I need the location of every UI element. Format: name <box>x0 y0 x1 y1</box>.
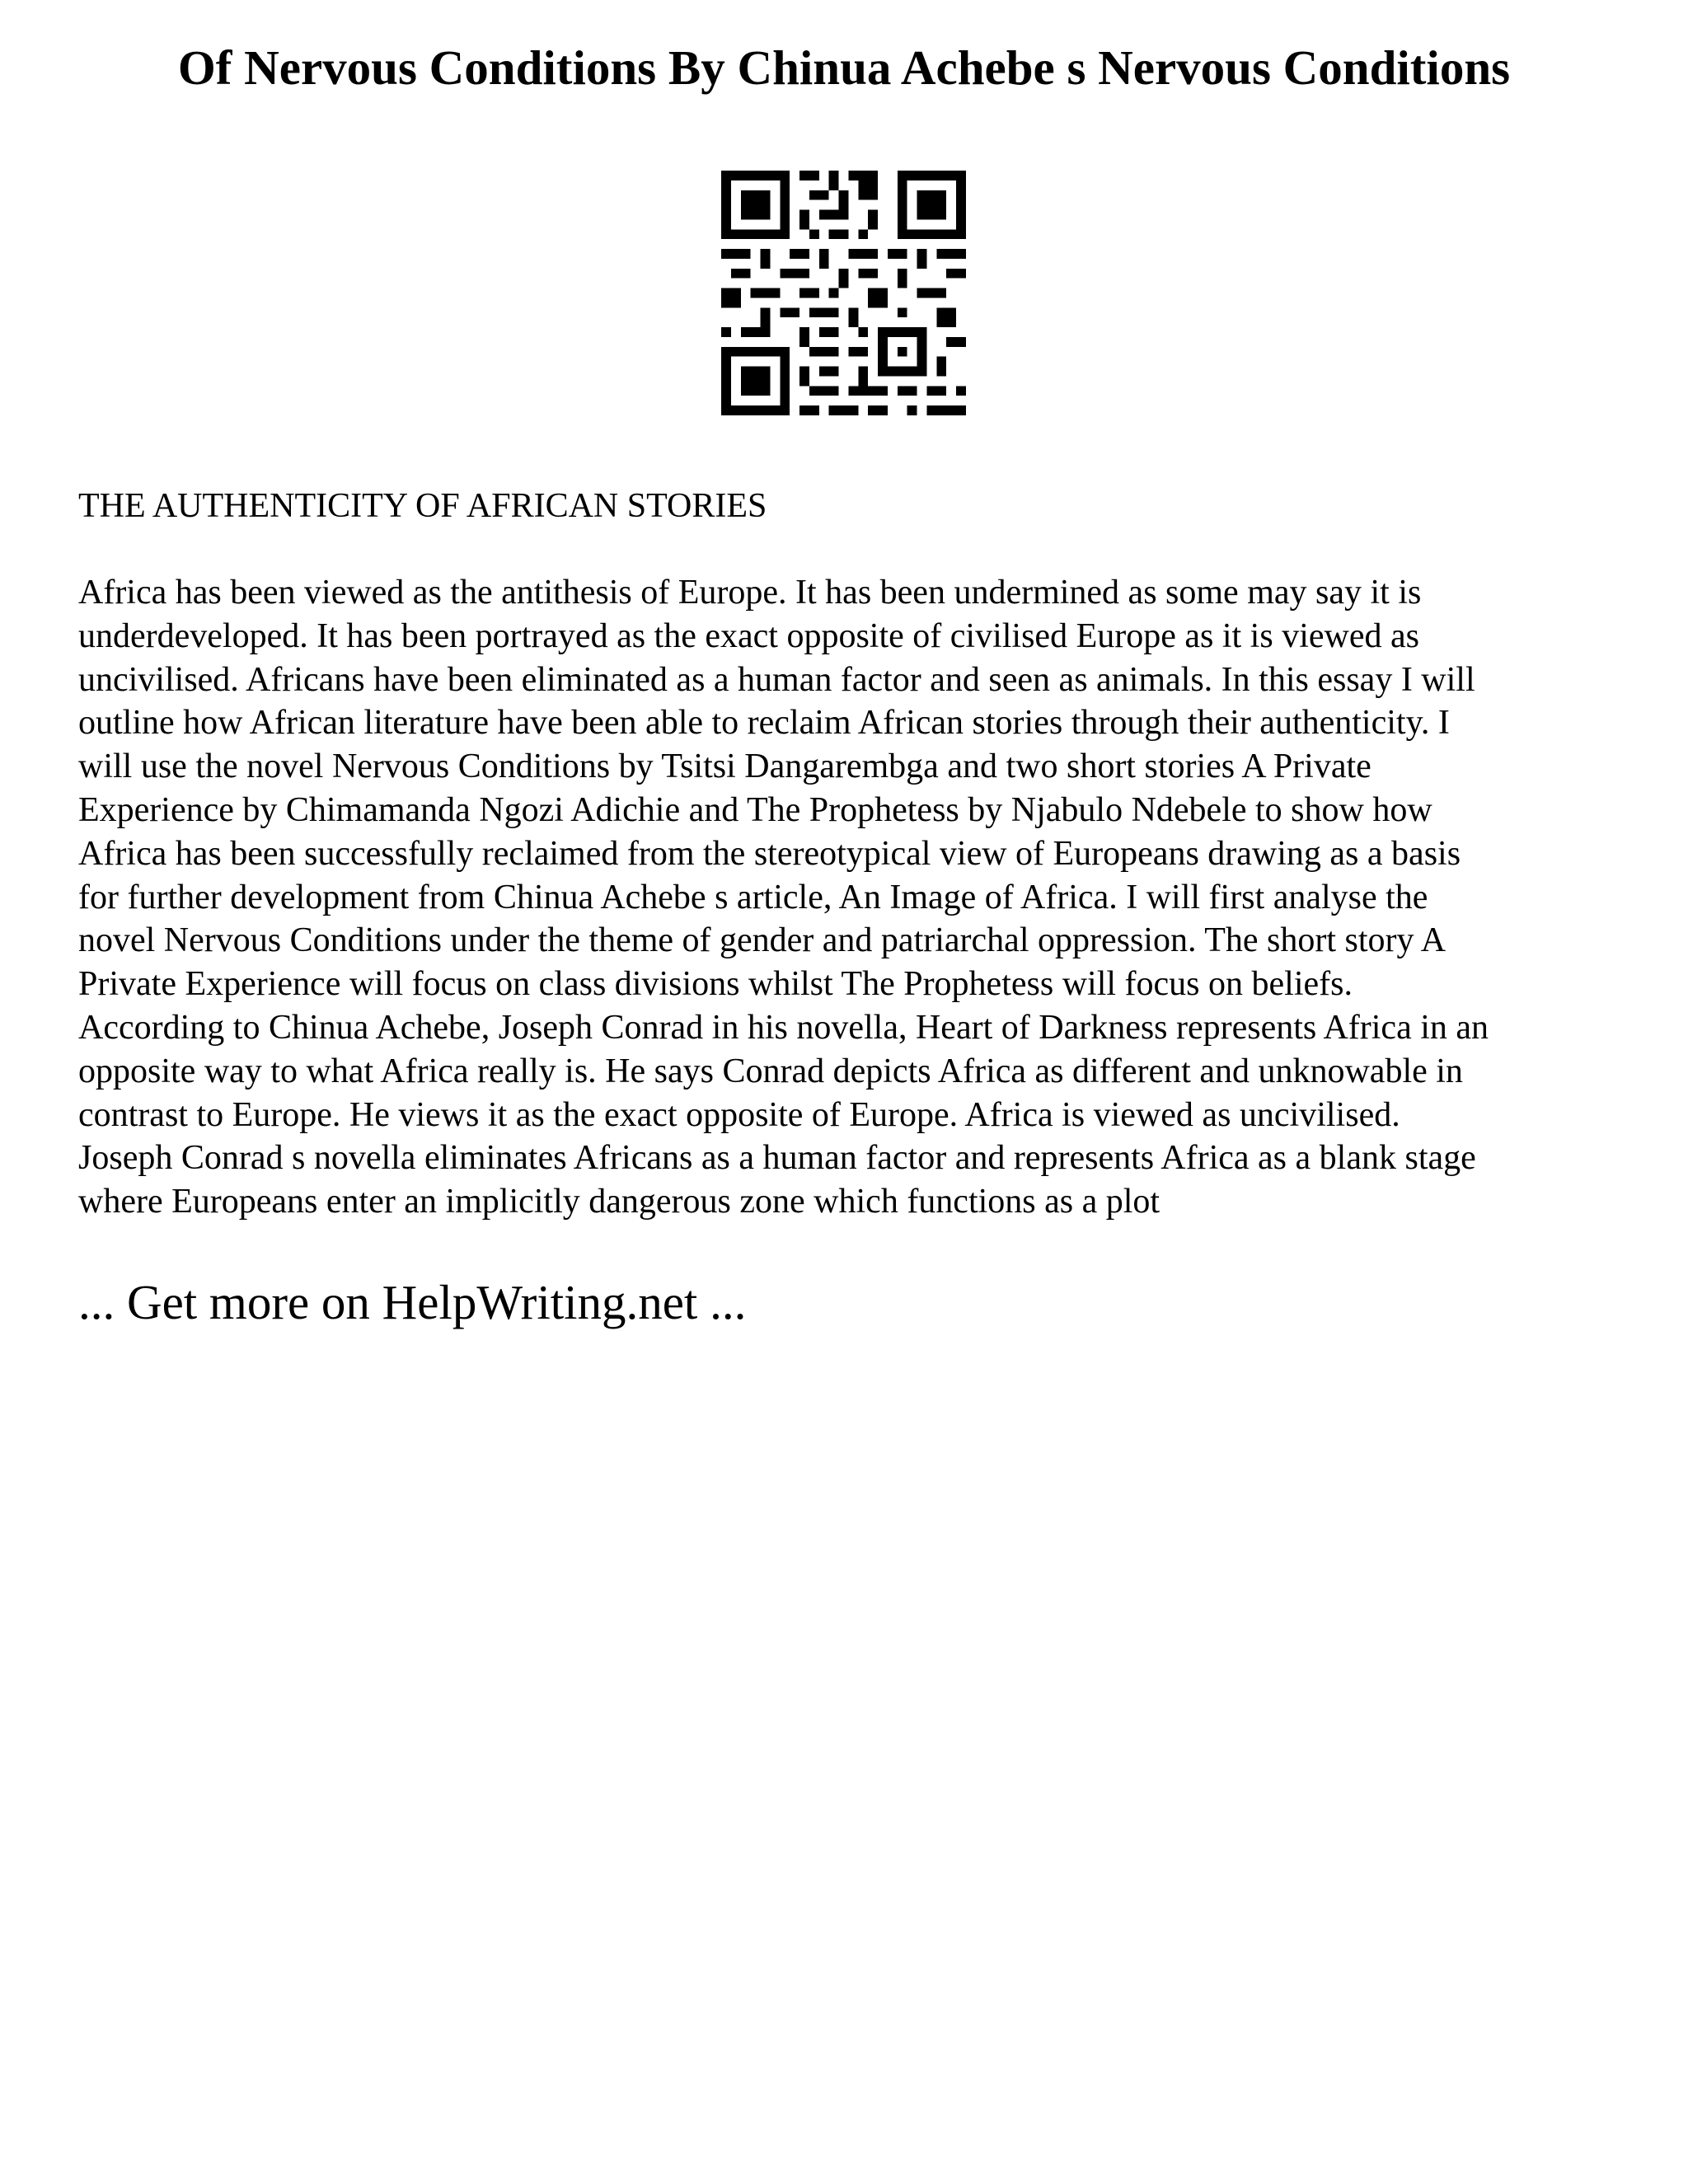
document-title: Of Nervous Conditions By Chinua Achebe s Nervous Conditions <box>177 40 1511 95</box>
section-heading: THE AUTHENTICITY OF AFRICAN STORIES <box>78 487 767 525</box>
body-line: outline how African literature have been able to reclaim African stories through their authenticity. I <box>78 704 1450 743</box>
body-line: Experience by Chimamanda Ngozi Adichie and The Prophetess by Njabulo Ndebele to show how <box>78 790 1432 829</box>
body-line: Africa has been viewed as the antithesis of Europe. It has been undermined as some may say it is <box>78 574 1422 612</box>
body-line: underdeveloped. It has been portrayed as the exact opposite of civilised Europe as it is viewed as <box>78 616 1419 655</box>
body-line: will use the novel Nervous Conditions by Tsitsi Dangarembga and two short stories A Private <box>78 748 1372 786</box>
body-line: Joseph Conrad s novella eliminates Africans as a human factor and represents Africa as a blank stage <box>78 1139 1476 1178</box>
body-line: where Europeans enter an implicitly dangerous zone which functions as a plot <box>78 1183 1160 1221</box>
body-line: novel Nervous Conditions under the theme of gender and patriarchal oppression. The short story A <box>78 921 1447 960</box>
body-line: for further development from Chinua Achebe s article, An Image of Africa. I will first analyse the <box>78 878 1428 916</box>
body-line: uncivilised. Africans have been eliminated as a human factor and seen as animals. In this essay I will <box>78 660 1475 699</box>
essay-body <box>78 571 1628 1224</box>
body-line: opposite way to what Africa really is. He says Conrad depicts Africa as different and unknowable in <box>78 1052 1463 1090</box>
body-line: contrast to Europe. He views it as the exact opposite of Europe. Africa is viewed as uncivilised. <box>78 1095 1400 1134</box>
body-line: According to Chinua Achebe, Joseph Conrad in his novella, Heart of Darkness represents Africa in an <box>78 1008 1489 1047</box>
get-more-link[interactable]: ... Get more on HelpWriting.net ... <box>78 1275 747 1329</box>
qr-code-icon <box>721 171 966 415</box>
body-line: Private Experience will focus on class divisions whilst The Prophetess will focus on beliefs. <box>78 965 1353 1004</box>
body-line: Africa has been successfully reclaimed from the stereotypical view of Europeans drawing as a basis <box>78 834 1461 873</box>
